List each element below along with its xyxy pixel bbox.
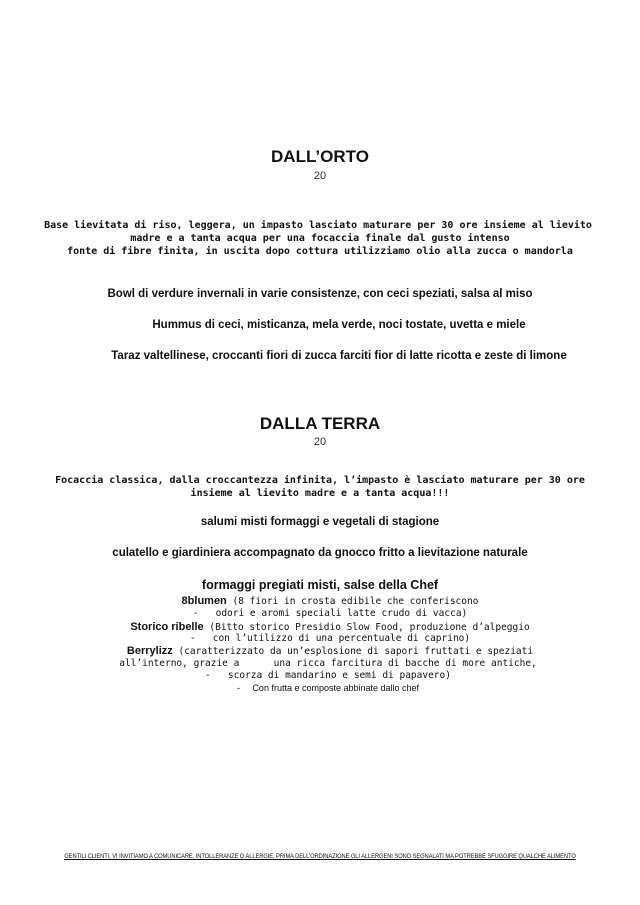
dish: Hummus di ceci, misticanza, mela verde, noci tostate, uvetta e miele <box>152 319 526 331</box>
section-price: 20 <box>313 436 327 448</box>
cheese-line: - odori e aromi speciali latte crudo di vacca) <box>192 608 468 619</box>
intro-line: insieme al lievito madre e a tanta acqua!!! <box>190 488 450 499</box>
cheese-line: Berrylizz (caratterizzato da un’esplosione di sapori fruttati e speziati <box>126 645 534 657</box>
cheese-name: Berrylizz <box>126 645 173 657</box>
dish: Taraz valtellinese, croccanti fiori di zucca farciti fior di latte ricotta e zeste di limone <box>111 350 567 362</box>
section-title: DALLA TERRA <box>259 414 381 433</box>
section-title: DALL’ORTO <box>271 147 369 166</box>
intro-line: madre e a tanta acqua per una focaccia finale dal gusto intenso <box>130 233 510 244</box>
dish: formaggi pregiati misti, salse della Chef <box>201 578 439 592</box>
intro-line: fonte di fibre finita, in uscita dopo cottura utilizziamo olio alla zucca o mandorla <box>67 246 573 257</box>
intro-line: Focaccia classica, dalla croccantezza infinita, l’impasto è lasciato maturare per 30 ore <box>55 475 585 486</box>
cheese-line: Storico ribelle (Bitto storico Presidio Slow Food, produzione d’alpeggio <box>130 621 530 633</box>
cheese-line: all’interno, grazie a una ricca farcitura di bacche di more antiche, <box>119 658 537 669</box>
cheese-name: Storico ribelle <box>130 621 204 633</box>
cheese-line: - con l’utilizzo di una percentuale di caprino) <box>189 633 471 644</box>
dish: Bowl di verdure invernali in varie consistenze, con ceci speziati, salsa al miso <box>107 288 533 300</box>
cheese-name: 8blumen <box>181 595 227 607</box>
dish: salumi misti formaggi e vegetali di stagione <box>200 516 440 528</box>
cheese-note: - Con frutta e composte abbinate dallo chef <box>236 683 420 693</box>
cheese-line: 8blumen (8 fiori in crosta edibile che conferiscono <box>181 595 479 607</box>
section-price: 20 <box>313 170 327 182</box>
intro-line: Base lievitata di riso, leggera, un impasto lasciato maturare per 30 ore insieme al lievito <box>44 220 592 231</box>
cheese-line: - scorza di mandarino e semi di papavero) <box>205 670 451 681</box>
allergen-footer: GENTILI CLIENTI, VI INVITIAMO A COMUNICARE, INTOLLERANZE O ALLERGIE, PRIMA DELL’ORDINAZIONE GLI ALLERGENI SONO SEGNALATI MA POTREBBE SFUGGIRE QUALCHE ALIMENTO <box>64 853 576 860</box>
dish: culatello e giardiniera accompagnato da gnocco fritto a lievitazione naturale <box>112 547 528 559</box>
